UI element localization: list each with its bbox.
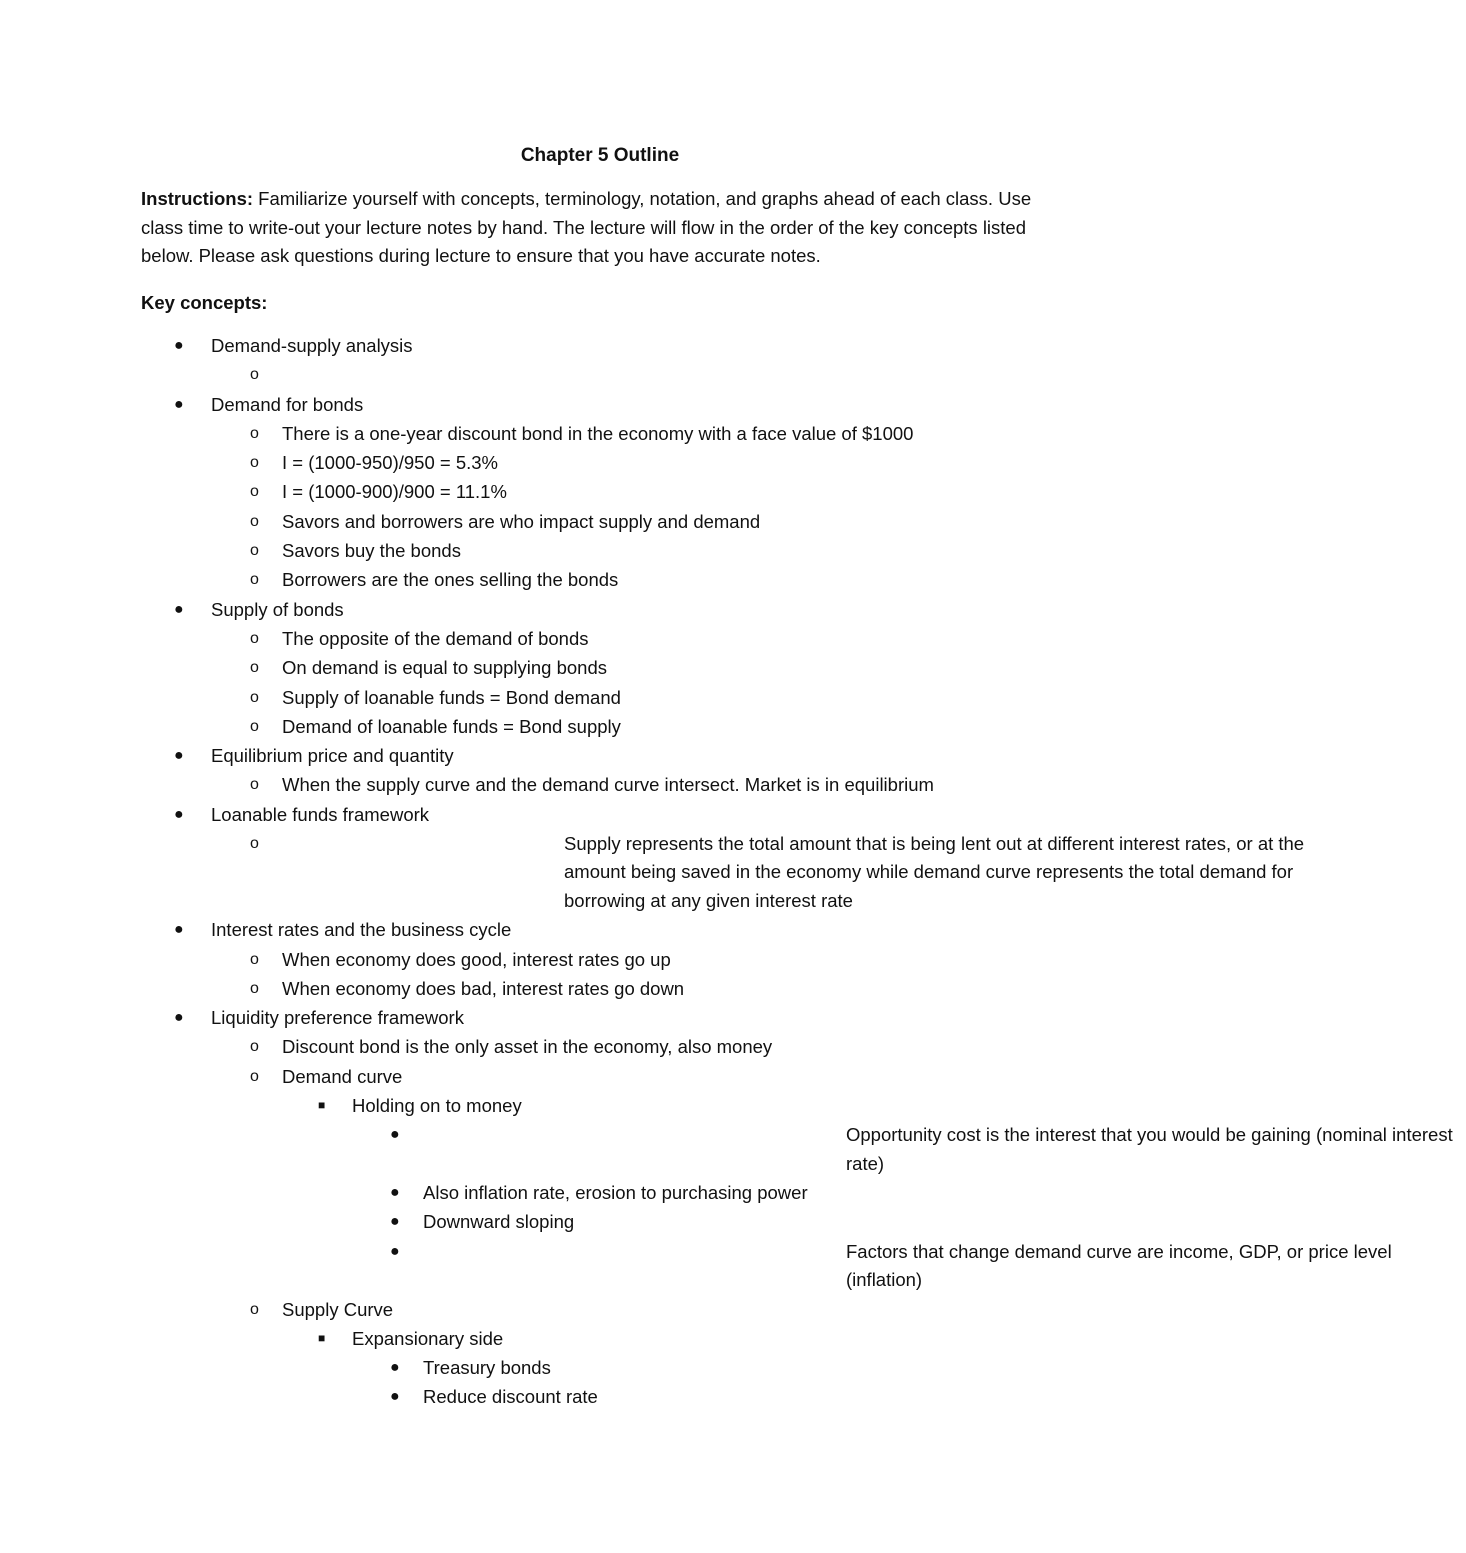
outline-item-text: Supply represents the total amount that is being lent out at different interest rates, or at the amount being saved in the economy while demand curve represents the total demand for borrowing at any given interest rate [564, 833, 1305, 911]
outline-item-level-1 [0, 390, 1200, 419]
outline-item-level-3 [0, 1324, 1200, 1353]
outline-item-level-4 [0, 1120, 1453, 1178]
bullet-icon: ● [390, 1359, 400, 1377]
bullet-icon: o [250, 571, 259, 589]
outline-item-text: Also inflation rate, erosion to purchasing power [423, 1182, 808, 1204]
outline-item-text: The opposite of the demand of bonds [282, 627, 589, 649]
outline-item-level-4 [0, 1207, 1200, 1236]
outline-item-text: Factors that change demand curve are income, GDP, or price level (inflation) [846, 1240, 1392, 1291]
bullet-icon: ● [390, 1184, 400, 1202]
bullet-icon: o [250, 688, 259, 706]
outline-item-text: Downward sloping [423, 1211, 575, 1233]
outline-item-level-2 [0, 448, 1200, 477]
outline-item-text: I = (1000-900)/900 = 11.1% [282, 481, 507, 503]
outline-item-level-2 [0, 536, 1200, 565]
bullet-icon: o [250, 1038, 259, 1056]
outline-item-text: Equilibrium price and quantity [211, 745, 454, 767]
outline-item-level-2 [0, 477, 1200, 506]
bullet-icon: ● [390, 1126, 400, 1144]
outline-item-level-3 [0, 1091, 1200, 1120]
outline-item-level-2 [0, 653, 1200, 682]
outline-item-level-2 [0, 1295, 1200, 1324]
outline-item-level-2 [0, 360, 1200, 389]
outline-item-text: Opportunity cost is the interest that you would be gaining (nominal interest rate) [846, 1124, 1453, 1174]
bullet-icon: o [250, 424, 259, 442]
instructions-label: Instructions: [141, 188, 254, 209]
outline-item-level-2 [0, 770, 1200, 799]
outline-item-level-4 [0, 1353, 1200, 1382]
bullet-icon: o [250, 454, 259, 472]
bullet-icon: o [250, 835, 259, 853]
bullet-icon: ● [174, 395, 184, 413]
outline-item-level-1 [0, 800, 1200, 829]
bullet-icon: ● [390, 1388, 400, 1406]
outline-item-level-2 [0, 712, 1200, 741]
outline-item-level-2 [0, 624, 1200, 653]
key-concepts-outline [0, 331, 1453, 1412]
bullet-icon: o [250, 979, 259, 997]
bullet-icon: o [250, 1300, 259, 1318]
bullet-icon: o [250, 950, 259, 968]
bullet-icon: o [250, 483, 259, 501]
outline-item-level-2 [0, 419, 1200, 448]
outline-item-level-2 [0, 829, 1305, 915]
outline-item-text: Discount bond is the only asset in the economy, also money [282, 1036, 773, 1058]
bullet-icon: o [250, 717, 259, 735]
outline-item-text: Savors buy the bonds [282, 540, 461, 562]
outline-item-level-4 [0, 1178, 1200, 1207]
outline-item-text: Reduce discount rate [423, 1386, 598, 1408]
outline-item-level-4 [0, 1382, 1200, 1411]
bullet-icon: ● [174, 747, 184, 765]
bullet-icon: ● [174, 805, 184, 823]
bullet-icon: o [250, 629, 259, 647]
bullet-icon: ● [174, 921, 184, 939]
bullet-icon: ■ [318, 1098, 326, 1113]
key-concepts-heading: Key concepts: [141, 292, 268, 313]
outline-item-text: Supply Curve [282, 1298, 394, 1320]
outline-item-level-1 [0, 331, 1200, 360]
outline-item-text: There is a one-year discount bond in the economy with a face value of $1000 [282, 422, 914, 444]
outline-item-level-1 [0, 915, 1200, 944]
outline-item-text: Loanable funds framework [211, 803, 430, 825]
outline-item-level-2 [0, 945, 1200, 974]
outline-item-level-2 [0, 1062, 1200, 1091]
outline-item-level-4 [0, 1237, 1392, 1295]
bullet-icon: o [250, 776, 259, 794]
instructions-text: Familiarize yourself with concepts, terminology, notation, and graphs ahead of each class. Use class time to write-out your lecture notes by hand. The lecture will flow in the order of the key concepts listed below. Please ask questions during lecture to ensure that you have accurate notes. [141, 188, 1032, 267]
outline-item-level-1 [0, 741, 1200, 770]
outline-item-text: Demand-supply analysis [211, 335, 413, 356]
outline-item-level-1 [0, 1003, 1200, 1032]
outline-item-text: When economy does good, interest rates go up [282, 948, 671, 970]
bullet-icon: o [250, 1067, 259, 1085]
bullet-icon: ● [174, 600, 184, 618]
outline-item-text: Demand of loanable funds = Bond supply [282, 715, 621, 737]
bullet-icon: o [250, 542, 259, 560]
bullet-icon: ■ [318, 1330, 326, 1345]
bullet-icon: ● [174, 337, 184, 354]
outline-item-text: On demand is equal to supplying bonds [282, 657, 607, 679]
outline-item-level-2 [0, 974, 1200, 1003]
bullet-icon: o [250, 366, 259, 384]
outline-item-level-2 [0, 507, 1200, 536]
outline-item-text: Demand curve [282, 1065, 403, 1087]
outline-item-text: Supply of bonds [211, 598, 344, 620]
outline-item-text: Expansionary side [352, 1327, 504, 1349]
outline-item-text: Interest rates and the business cycle [211, 919, 512, 941]
bullet-icon: ● [390, 1213, 400, 1231]
outline-item-text: Borrowers are the ones selling the bonds [282, 569, 619, 591]
bullet-icon: ● [390, 1242, 400, 1260]
bullet-icon: o [250, 512, 259, 530]
outline-item-level-2 [0, 565, 1200, 594]
bullet-icon: o [250, 659, 259, 677]
outline-item-text: Liquidity preference framework [211, 1007, 464, 1029]
instructions-paragraph [141, 185, 1061, 271]
bullet-icon: ● [174, 1009, 184, 1027]
outline-item-text: Supply of loanable funds = Bond demand [282, 686, 621, 708]
outline-item-level-2 [0, 683, 1200, 712]
outline-item-text: When economy does bad, interest rates go down [282, 977, 685, 999]
outline-item-text: Holding on to money [352, 1095, 522, 1117]
outline-item-level-2 [0, 1032, 1200, 1061]
outline-item-text: I = (1000-950)/950 = 5.3% [282, 452, 498, 474]
outline-item-text: Treasury bonds [423, 1357, 551, 1379]
page-title: Chapter 5 Outline [520, 145, 680, 166]
outline-item-text: Demand for bonds [211, 393, 364, 415]
outline-item-level-1 [0, 595, 1200, 624]
outline-item-text: When the supply curve and the demand curve intersect. Market is in equilibrium [282, 774, 934, 796]
outline-item-text: Savors and borrowers are who impact supply and demand [282, 510, 761, 532]
